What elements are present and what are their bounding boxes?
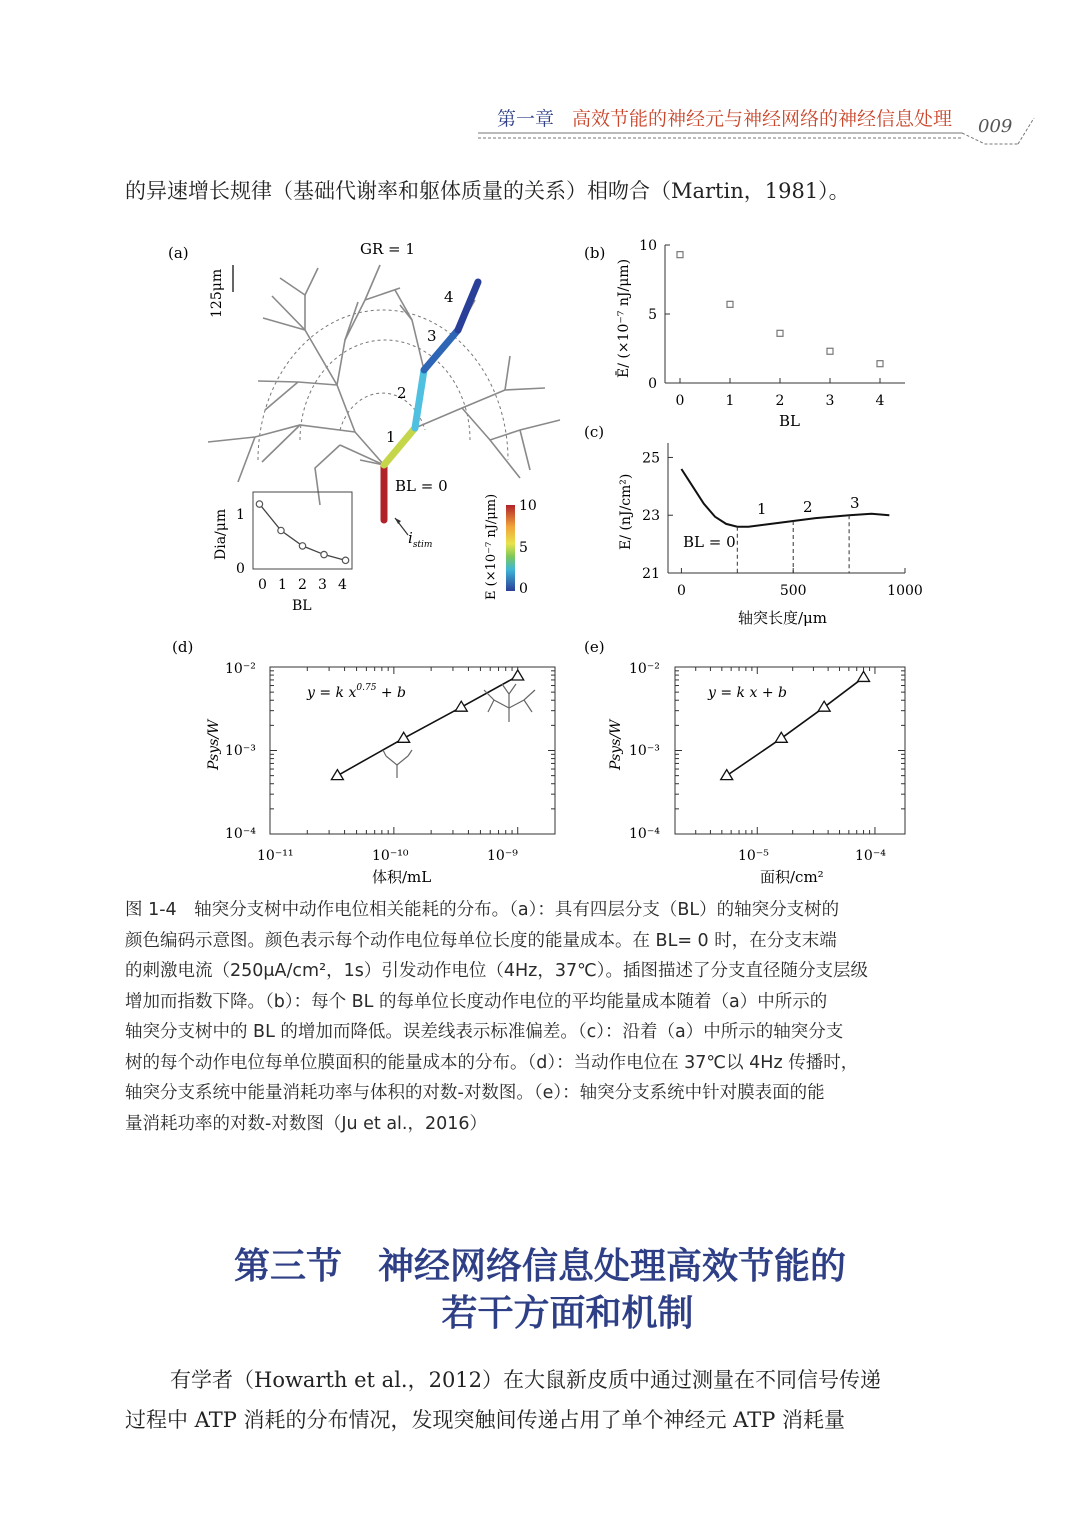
panel-b-ytick-label: 0: [648, 376, 657, 392]
panel-c-plot: [642, 443, 923, 599]
panel-c-bl3: 3: [850, 494, 860, 512]
panel-c-label: (c): [584, 423, 605, 441]
panel-d-point: [331, 770, 343, 780]
svg-text:1: 1: [278, 577, 287, 593]
inset-ytick-0: 0: [236, 561, 245, 577]
svg-text:10⁻¹¹: 10⁻¹¹: [257, 848, 294, 864]
inset-xticks: [258, 577, 347, 593]
panel-c-bl2: 2: [803, 498, 813, 516]
panel-e-ytick-labels: [629, 661, 660, 842]
inset-ytick-1: 1: [236, 507, 245, 523]
inset-line: [259, 504, 345, 560]
chapter-label: 第一章: [497, 108, 555, 130]
panel-b-ylabel: Ē/ (×10⁻⁷ nJ/μm): [616, 258, 632, 378]
panel-e-xlabel: 面积/cm²: [760, 868, 824, 886]
bl-label-1: 1: [386, 428, 396, 446]
svg-text:10⁻³: 10⁻³: [225, 743, 256, 759]
caption-line: 轴突分支系统中能量消耗功率与体积的对数-对数图。（e）：轴突分支系统中针对膜表面的能: [125, 1083, 825, 1103]
panel-d-ylabel: Psys/W: [206, 719, 222, 770]
bl-label-2: 2: [397, 384, 407, 402]
svg-text:4: 4: [338, 577, 347, 593]
gr-label: GR = 1: [360, 240, 415, 258]
inset-point: [299, 543, 305, 549]
svg-text:2: 2: [298, 577, 307, 593]
caption-line: 轴突分支树中的 BL 的增加而降低。误差线表示标准偏差。（c）：沿着（a）中所示的轴突分支: [125, 1022, 844, 1042]
panel-d-point: [455, 701, 467, 711]
caption-line: 增加而指数下降。（b）：每个 BL 的每单位长度动作电位的平均能量成本随着（a）中所示的: [125, 991, 828, 1012]
panel-a-label: (a): [168, 244, 189, 262]
panel-d-label: (d): [172, 638, 194, 656]
colorbar-tick-0: 0: [519, 581, 528, 597]
inset-xlabel: BL: [292, 598, 312, 614]
panel-b-xtick-label: 1: [725, 393, 735, 409]
inset-point: [256, 501, 262, 507]
scale-label: 125μm: [209, 268, 225, 318]
panel-d-formula: y = k $x^{0.75} + b$: [307, 683, 407, 701]
panel-b-ytick-label: 5: [648, 307, 657, 323]
colorbar-label: E (×10⁻⁷ nJ/μm): [484, 493, 499, 600]
section-title-line2: 若干方面和机制: [441, 1293, 694, 1334]
intro-paragraph: 的异速增长规律（基础代谢率和躯体质量的关系）相吻合（Martin，1981）。: [125, 179, 850, 203]
panel-c-xtick-label: 0: [676, 583, 686, 599]
panel-b-point: [777, 330, 783, 336]
svg-text:0: 0: [258, 577, 267, 593]
inset-point: [278, 527, 284, 533]
panel-c-ylabel: E/ (nJ/cm²): [618, 473, 634, 550]
colorbar-tick-10: 10: [519, 498, 537, 514]
panel-b-point: [677, 252, 683, 258]
panel-d-point: [398, 732, 410, 742]
caption-line: 的刺激电流（250μA/cm²，1s）引发动作电位（4Hz，37℃）。插图描述了分支直径随分支层级: [125, 961, 868, 981]
svg-text:10⁻³: 10⁻³: [629, 743, 660, 759]
panel-b-point: [727, 301, 733, 307]
panel-e-point: [721, 770, 733, 780]
inset-point: [342, 557, 348, 563]
inset-point: [321, 551, 327, 557]
panel-c-ytick-label: 21: [642, 566, 660, 582]
svg-text:10⁻⁴: 10⁻⁴: [629, 826, 660, 842]
svg-text:10⁻¹⁰: 10⁻¹⁰: [372, 848, 409, 864]
panel-e-point: [818, 701, 830, 711]
colorbar: [506, 505, 515, 591]
panel-c-xtick-label: 1000: [887, 583, 923, 599]
panel-b-xtick-label: 2: [775, 393, 785, 409]
body-line-2: 过程中 ATP 消耗的分布情况，发现突触间传递占用了单个神经元 ATP 消耗量: [125, 1408, 846, 1432]
chapter-title: 高效节能的神经元与神经网络的神经信息处理: [572, 108, 953, 130]
panel-c-ytick-label: 25: [642, 450, 660, 467]
caption-line: 图 1-4 轴突分支树中动作电位相关能耗的分布。（a）：具有四层分支（BL）的轴突分支树的: [125, 900, 840, 920]
panel-c-bl0: BL = 0: [683, 533, 736, 551]
panel-c-ytick-label: 23: [642, 508, 660, 525]
svg-text:3: 3: [318, 577, 327, 593]
panel-b-xtick-label: 3: [825, 393, 835, 409]
svg-text:10⁻⁹: 10⁻⁹: [487, 848, 518, 864]
inset-plot: [256, 501, 348, 564]
panel-b-plot: [639, 238, 905, 409]
panel-c-xtick-label: 500: [779, 583, 807, 599]
panel-d-xtick-labels: [257, 848, 518, 864]
inset-ylabel: Dia/μm: [213, 508, 229, 560]
panel-b-xtick-label: 0: [675, 393, 685, 409]
colorbar-tick-5: 5: [519, 540, 528, 556]
panel-b-xtick-label: 4: [875, 393, 885, 409]
panel-e-xtick-labels: [738, 848, 886, 864]
section-title-line1: 第三节 神经网络信息处理高效节能的: [233, 1246, 846, 1287]
body-line-1: 有学者（Howarth et al.，2012）在大鼠新皮质中通过测量在不同信号传递: [170, 1368, 882, 1392]
caption-line: 量消耗功率的对数-对数图（Ju et al.，2016）: [125, 1113, 488, 1134]
svg-text:10⁻⁴: 10⁻⁴: [855, 848, 886, 864]
svg-text:10⁻²: 10⁻²: [629, 661, 660, 677]
page-number: 009: [978, 116, 1013, 137]
panel-e-point: [775, 732, 787, 742]
figure-caption: [125, 895, 960, 1139]
panel-b-point: [877, 361, 883, 367]
panel-c-xlabel: 轴突长度/μm: [738, 609, 828, 627]
caption-line: 树的每个动作电位每单位膜面积的能量成本的分布。（d）：当动作电位在 37℃以 4Hz 传播时，: [125, 1052, 859, 1073]
panel-e-point: [858, 671, 870, 681]
svg-text:10⁻⁴: 10⁻⁴: [225, 826, 256, 842]
panel-d-xlabel: 体积/mL: [372, 868, 432, 886]
bl0-label: BL = 0: [395, 477, 448, 495]
caption-line: 颜色编码示意图。颜色表示每个动作电位每单位长度的能量成本。在 BL= 0 时，在分支末端: [125, 930, 837, 951]
panel-e-label: (e): [584, 638, 605, 656]
svg-text:10⁻²: 10⁻²: [225, 661, 256, 677]
panel-b-ytick-label: 10: [639, 238, 657, 254]
panel-e-ylabel: Psys/W: [608, 719, 624, 770]
panel-c-bl1: 1: [757, 500, 767, 518]
panel-b-label: (b): [584, 244, 606, 262]
panel-e-formula: y = k x + b: [708, 685, 787, 701]
svg-text:10⁻⁵: 10⁻⁵: [738, 848, 769, 864]
panel-d-point: [512, 670, 524, 680]
bl-label-3: 3: [427, 327, 437, 345]
stim-label: $i_{stim}$: [408, 529, 433, 550]
small-tree-icon: [383, 750, 412, 778]
panel-b-xlabel: BL: [779, 412, 800, 430]
panel-b-point: [827, 348, 833, 354]
bl-label-4: 4: [444, 288, 454, 306]
panel-d-ytick-labels: [225, 661, 256, 842]
